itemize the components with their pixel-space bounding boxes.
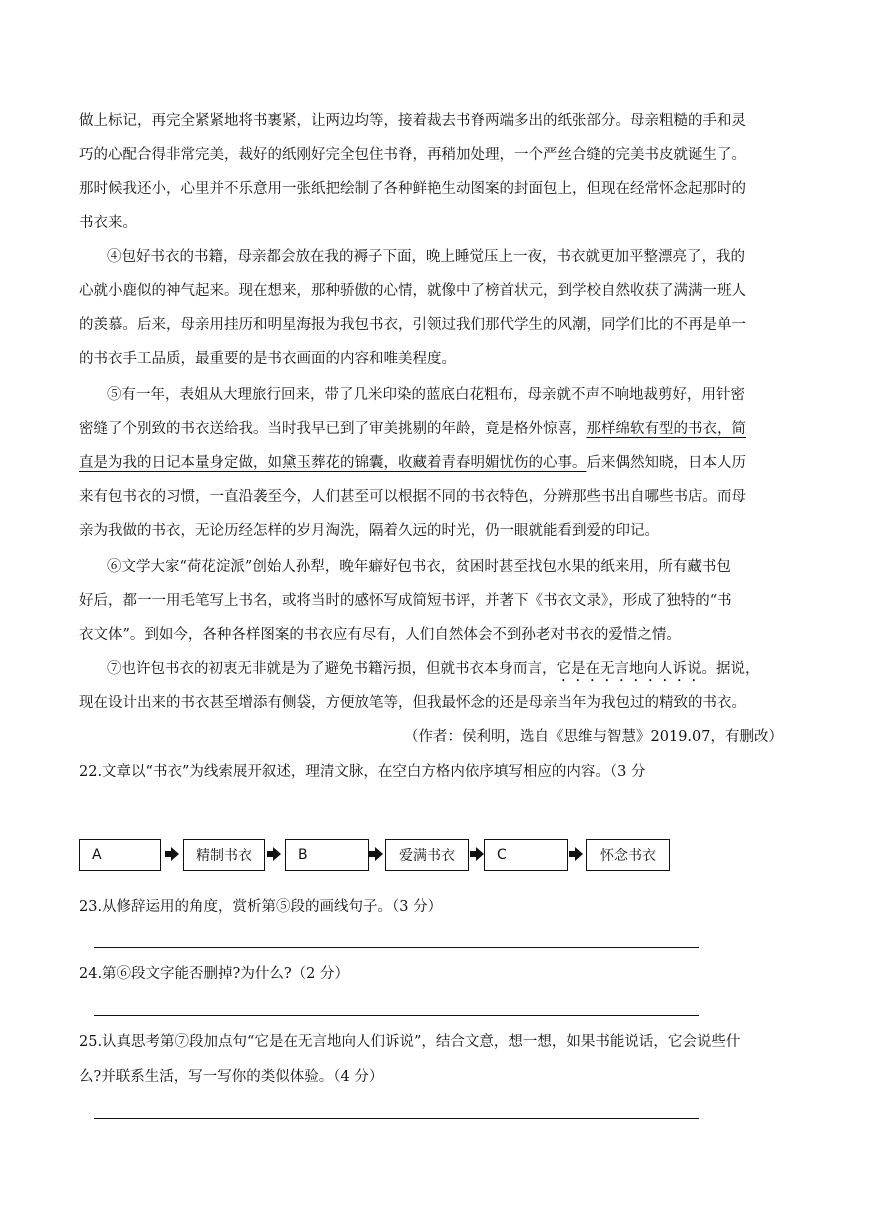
flow-box: [183, 839, 265, 871]
passage-line: 现在设计出来的书衣甚至增添有侧袋，方便放笔等，但我最怀念的还是母亲当年为我包过的精致的书衣。: [79, 695, 746, 711]
paragraph-5-line: ⑤有一年，表姐从大理旅行回来，带了几米印染的蓝底白花粗布，母亲就不声不响地裁剪好，用针密: [107, 387, 745, 403]
paragraph-6-line: ⑥文学大家“荷花淀派”创始人孙犁，晚年癖好包书衣，贫困时甚至找包水果的纸来用，所有藏书包: [107, 559, 731, 575]
passage-line: 亲为我做的书衣，无论历经怎样的岁月淘洗，隔着久远的时光，仍一眼就能看到爱的印记。: [79, 523, 659, 539]
answer-line-23[interactable]: [94, 947, 699, 948]
box-label: 精制书衣: [196, 848, 252, 864]
arrow-right-icon: [165, 847, 179, 861]
passage-line: [79, 446, 746, 480]
passage-line: 那时候我还小，心里并不乐意用一张纸把绘制了各种鲜艳生动图案的封面包上，但现在经常怀念起那时的: [79, 181, 746, 197]
arrow-right-icon: [267, 847, 281, 861]
question-24: 24.第⑥段文字能否删掉?为什么?（2 分）: [79, 966, 349, 982]
question-23: 23.从修辞运用的角度，赏析第⑤段的画线句子。（3 分）: [79, 899, 443, 915]
flow-box: [385, 839, 469, 871]
box-label: C: [497, 847, 507, 863]
plain-text: 密缝了个别致的书衣送给我。当时我早已到了审美挑剔的年龄，竟是格外惊喜，: [79, 421, 587, 437]
source-citation: （作者：侯利明，选自《思维与智慧》2019.07，有删改）: [404, 729, 783, 745]
underlined-sentence: 直是为我的日记本量身定做，如黛玉葬花的锦囊，收藏着青春明媚忧伤的心事。: [79, 455, 587, 471]
passage-line: 来有包书衣的习惯，一直沿袭至今，人们甚至可以根据不同的书衣特色，分辨那些书出自哪些书店。而母: [79, 489, 746, 505]
plain-text: ⑦也许包书衣的初衷无非就是为了避免书籍污损，但就书衣本身而言，: [107, 661, 557, 677]
passage-line: 衣文体”。到如今，各种各样图案的书衣应有尽有，人们自然体会不到孙老对书衣的爱惜之情。: [79, 627, 681, 643]
plain-text: 。据说，: [701, 661, 760, 677]
box-label: B: [298, 847, 308, 863]
question-25-line-1: 25.认真思考第⑦段加点句“它是在无言地向人们诉说”，结合文意，想一想，如果书能说话，它会说些什: [79, 1034, 741, 1050]
paragraph-4-line: ④包好书衣的书籍，母亲都会放在我的褥子下面，晚上睡觉压上一夜，书衣就更加平整漂亮了，我的: [107, 249, 745, 265]
answer-box-b[interactable]: [285, 839, 369, 871]
dotted-sentence: 它是在无言地向人诉说: [556, 661, 702, 677]
underlined-sentence: 那样绵软有型的书衣，简: [586, 421, 746, 437]
answer-line-24[interactable]: [94, 1015, 699, 1016]
answer-line-25[interactable]: [94, 1118, 699, 1119]
paragraph-7-line: [107, 652, 760, 686]
passage-line: 的书衣手工品质，最重要的是书衣画面的内容和唯美程度。: [79, 351, 456, 367]
box-label: 爱满书衣: [399, 848, 455, 864]
passage-line: 好后，都一一用毛笔写上书名，或将当时的感怀写成简短书评，并著下《书衣文录》，形成了独特的“书: [79, 593, 732, 609]
arrow-right-icon: [470, 847, 484, 861]
plain-text: 后来偶然知晓，日本人历: [586, 455, 746, 471]
flow-box: [586, 839, 670, 871]
arrow-right-icon: [369, 847, 383, 861]
answer-box-a[interactable]: [79, 839, 161, 871]
passage-line: 书衣来。: [79, 215, 137, 231]
box-label: A: [92, 847, 102, 863]
answer-box-c[interactable]: [484, 839, 568, 871]
arrow-right-icon: [569, 847, 583, 861]
passage-line: [79, 412, 746, 446]
box-label: 怀念书衣: [600, 848, 656, 864]
passage-line: 的羡慕。后来，母亲用挂历和明星海报为我包书衣，引领过我们那代学生的风潮，同学们比的不再是单一: [79, 317, 746, 333]
question-22: 22.文章以“书衣”为线索展开叙述，理清文脉，在空白方格内依序填写相应的内容。（3 分: [79, 764, 646, 780]
passage-line: 巧的心配合得非常完美，裁好的纸刚好完全包住书脊，再稍加处理，一个严丝合缝的完美书皮就诞生了。: [79, 147, 746, 163]
passage-line: 做上标记，再完全紧紧地将书裹紧，让两边均等，接着裁去书脊两端多出的纸张部分。母亲粗糙的手和灵: [79, 113, 746, 129]
question-25-line-2: 么?并联系生活，写一写你的类似体验。（4 分）: [79, 1069, 384, 1085]
passage-line: 心就小鹿似的神气起来。现在想来，那种骄傲的心情，就像中了榜首状元，到学校自然收获了满满一班人: [79, 283, 746, 299]
